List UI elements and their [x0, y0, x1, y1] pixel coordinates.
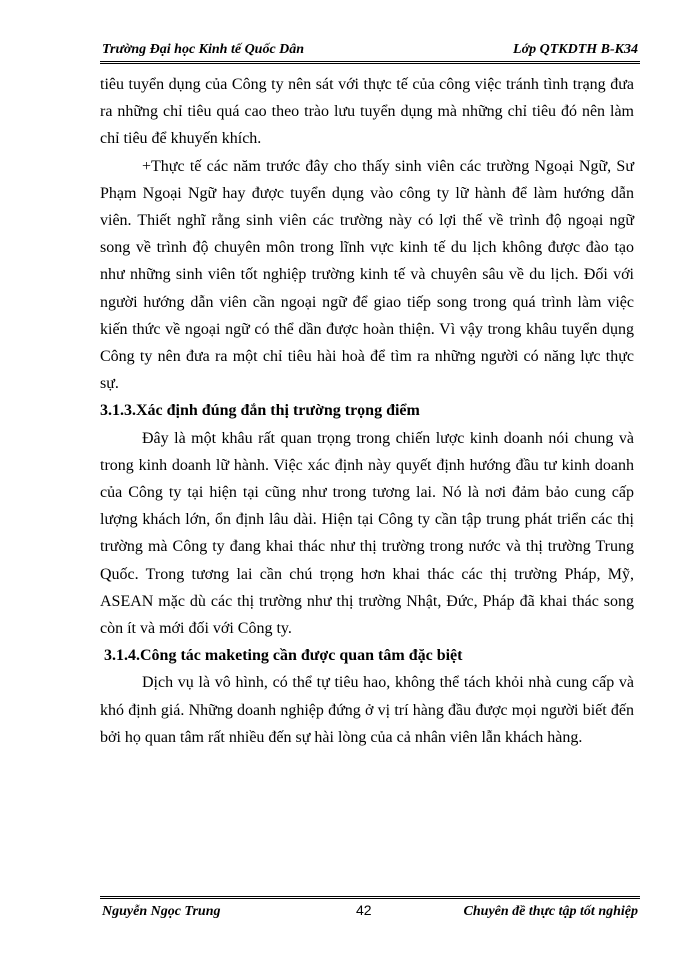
- section-heading-3-1-3: 3.1.3.Xác định đúng đắn thị trường trọng điểm: [100, 402, 420, 420]
- footer-document-type: Chuyên đề thực tập tốt nghiệp: [463, 904, 638, 919]
- section-heading-3-1-4: 3.1.4.Công tác maketing cần được quan tâm đặc biệt: [104, 647, 463, 665]
- page-number: 42: [356, 902, 372, 918]
- header-class: Lớp QTKDTH B-K34: [513, 42, 638, 57]
- paragraph-recruitment-target: tiêu tuyển dụng của Công ty nên sát với thực tế của công việc tránh tình trạng đưa ra những chỉ tiêu quá cao theo trào lưu tuyển dụng mà những chỉ tiêu đó nên làm chỉ tiêu để khuyến khích.: [100, 76, 634, 148]
- paragraph-marketing: Dịch vụ là vô hình, có thể tự tiêu hao, không thể tách khỏi nhà cung cấp và khó định giá. Những doanh nghiệp đứng ở vị trí hàng đầu được mọi người biết đến bởi họ quan tâm rất nhiều đến sự hài lòng của cả nhân viên lẫn khách hàng.: [100, 674, 634, 746]
- header-university: Trường Đại học Kinh tế Quốc Dân: [102, 42, 305, 57]
- header-rule: [100, 61, 640, 64]
- page-body: [100, 71, 634, 751]
- paragraph-language-students: +Thực tế các năm trước đây cho thấy sinh viên các trường Ngoại Ngữ, Sư Phạm Ngoại Ngữ hay được tuyển dụng vào công ty lữ hành để làm hướng dẫn viên. Thiết nghĩ rằng sinh viên các trường này có lợi thế về trình độ ngoại ngữ song về trình độ chuyên môn trong lĩnh vực kinh tế du lịch không được đào tạo như những sinh viên tốt nghiệp trường kinh tế và chuyên sâu về du lịch. Đối với người hướng dẫn viên cần ngoại ngữ để giao tiếp song trong quá trình làm việc kiến thức về ngoại ngữ có thể dần được hoàn thiện. Vì vậy trong khâu tuyển dụng Công ty nên đưa ra một chỉ tiêu hài hoà để tìm ra những người có năng lực thực sự.: [100, 157, 634, 393]
- footer-rule: [100, 896, 640, 899]
- page-footer: [100, 902, 640, 924]
- page-header: [100, 40, 640, 62]
- footer-author: Nguyễn Ngọc Trung: [102, 904, 221, 919]
- paragraph-target-market: Đây là một khâu rất quan trọng trong chiến lược kinh doanh nói chung và trong kinh doanh lữ hành. Việc xác định này quyết định hướng đầu tư kinh doanh của Công ty tại hiện tại cũng như trong tương lai. Nó là nơi đảm bảo cung cấp lượng khách lớn, ổn định lâu dài. Hiện tại Công ty cần tập trung phát triển các thị trường mà Công ty đang khai thác như thị trường trong nước và thị trường Trung Quốc. Trong tương lai cần chú trọng hơn khai thác các thị trường Pháp, Mỹ, ASEAN mặc dù các thị trường như thị trường Nhật, Đức, Pháp đã khai thác song còn ít và mới đối với Công ty.: [100, 429, 634, 638]
